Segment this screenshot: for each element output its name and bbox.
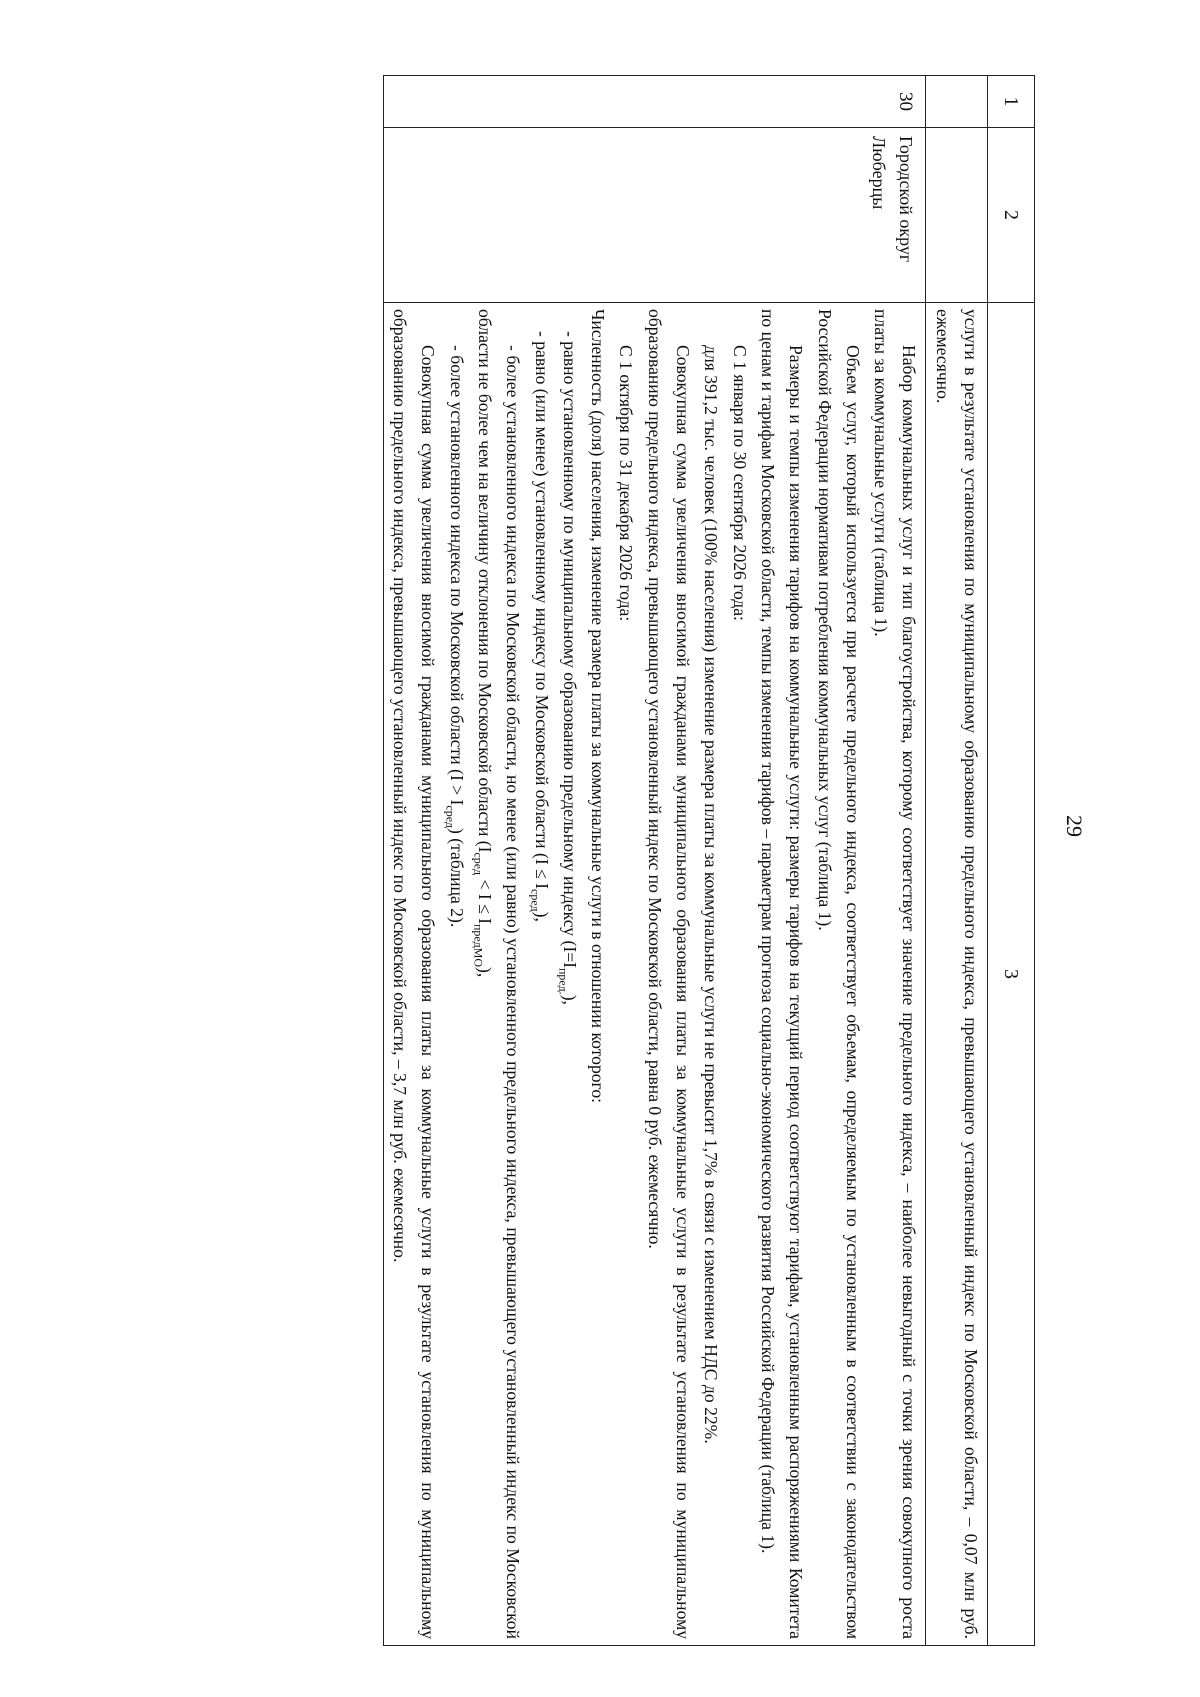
paragraph-period-1: С 1 января по 30 сентября 2026 года: xyxy=(729,345,750,621)
row-description xyxy=(383,303,926,1646)
continuation-cell-2 xyxy=(926,128,988,303)
header-col-2: 2 xyxy=(988,128,1035,303)
paragraph-total-sum-2: Совокупная сумма увеличения вносимой гражданами муниципального образования платы за коммунальные услуги в результате установления по муниципальному образованию предельного индекса, превышающего установленный индекс по Московской области, – 3,7 млн руб. ежемесячно. xyxy=(390,309,439,1639)
bullet-between: - более установленного индекса по Московской области, но менее (или равно) установленного предельного индекса, превышающего установленный индекс по Московской области не более чем на величину отклонения по Московской области $(I_{сред} < I \le I_{предМО})$, xyxy=(471,309,524,1639)
continuation-row xyxy=(926,76,988,1646)
page-number: 29 xyxy=(1062,815,1087,837)
paragraph-tariffs: Размеры и темпы изменения тарифов на коммунальные услуги: размеры тарифов на текущий период соответствуют тарифам, установленным распоряжениями Комитета по ценам и тарифам Московской области, темпы изменения тарифов – параметрам прогноза социально-экономического развития Российской Федерации (таблица 1). xyxy=(757,309,807,1639)
bullet-less-equal-regional: - равно (или менее) установленному индексу по Московской области $(I \le I_{сред})$, xyxy=(528,331,552,922)
table-header-row xyxy=(988,76,1035,1646)
rotated-page xyxy=(135,75,1087,1645)
paragraph-period-2: С 1 октября по 31 декабря 2026 года: xyxy=(616,345,637,622)
municipality-name: Городской округ Люберцы xyxy=(383,128,926,303)
header-col-3: 3 xyxy=(988,303,1035,1646)
continuation-text: услуги в результате установления по муниципальному образованию предельного индекса, превышающего установленный индекс по Московской области, – 0,07 млн руб. ежемесячно. xyxy=(932,309,981,1639)
paragraph-services-set: Набор коммунальных услуг и тип благоустройства, которому соответствует значение предельного индекса, – наиболее невыгодный с точки зрения совокупного роста платы за коммунальные услуги (таблица 1). xyxy=(871,309,920,1639)
paragraph-total-sum-1: Совокупная сумма увеличения вносимой гражданами муниципального образования платы за коммунальные услуги в результате установления по муниципальному образованию предельного индекса, превышающего установленный индекс по Московской области, равна 0 руб. ежемесячно. xyxy=(644,309,694,1639)
header-col-1: 1 xyxy=(988,76,1035,128)
bullet-equal-limit: - равно установленному по муниципальному образованию предельному индексу $(I=I_{пред.})$, xyxy=(556,331,580,1005)
paragraph-volume: Объем услуг, который используется при расчете предельного индекса, соответствует объемам, определяемым по установленным в соответствии с законодательством Российской Федерации нормативам потребления коммунальных услуг (таблица 1). xyxy=(814,309,863,1639)
document-table xyxy=(383,75,1035,1646)
continuation-cell-1 xyxy=(926,76,988,128)
bullet-more-regional: - более установленного индекса по Московской области $(I > I_{сред})$ (таблица 2). xyxy=(443,345,467,928)
paragraph-population-share: Численность (доля) населения, изменение размера платы за коммунальные услуги в отношении которого: xyxy=(588,309,609,1104)
continuation-cell-3 xyxy=(926,303,988,1646)
table-row xyxy=(383,76,926,1646)
row-number: 30 xyxy=(383,76,926,128)
paragraph-population-change: для 391,2 тыс. человек (100% населения) изменение размера платы за коммунальные услуги не превысит 1,7% в связи с изменением НДС до 22%. xyxy=(701,345,722,1444)
